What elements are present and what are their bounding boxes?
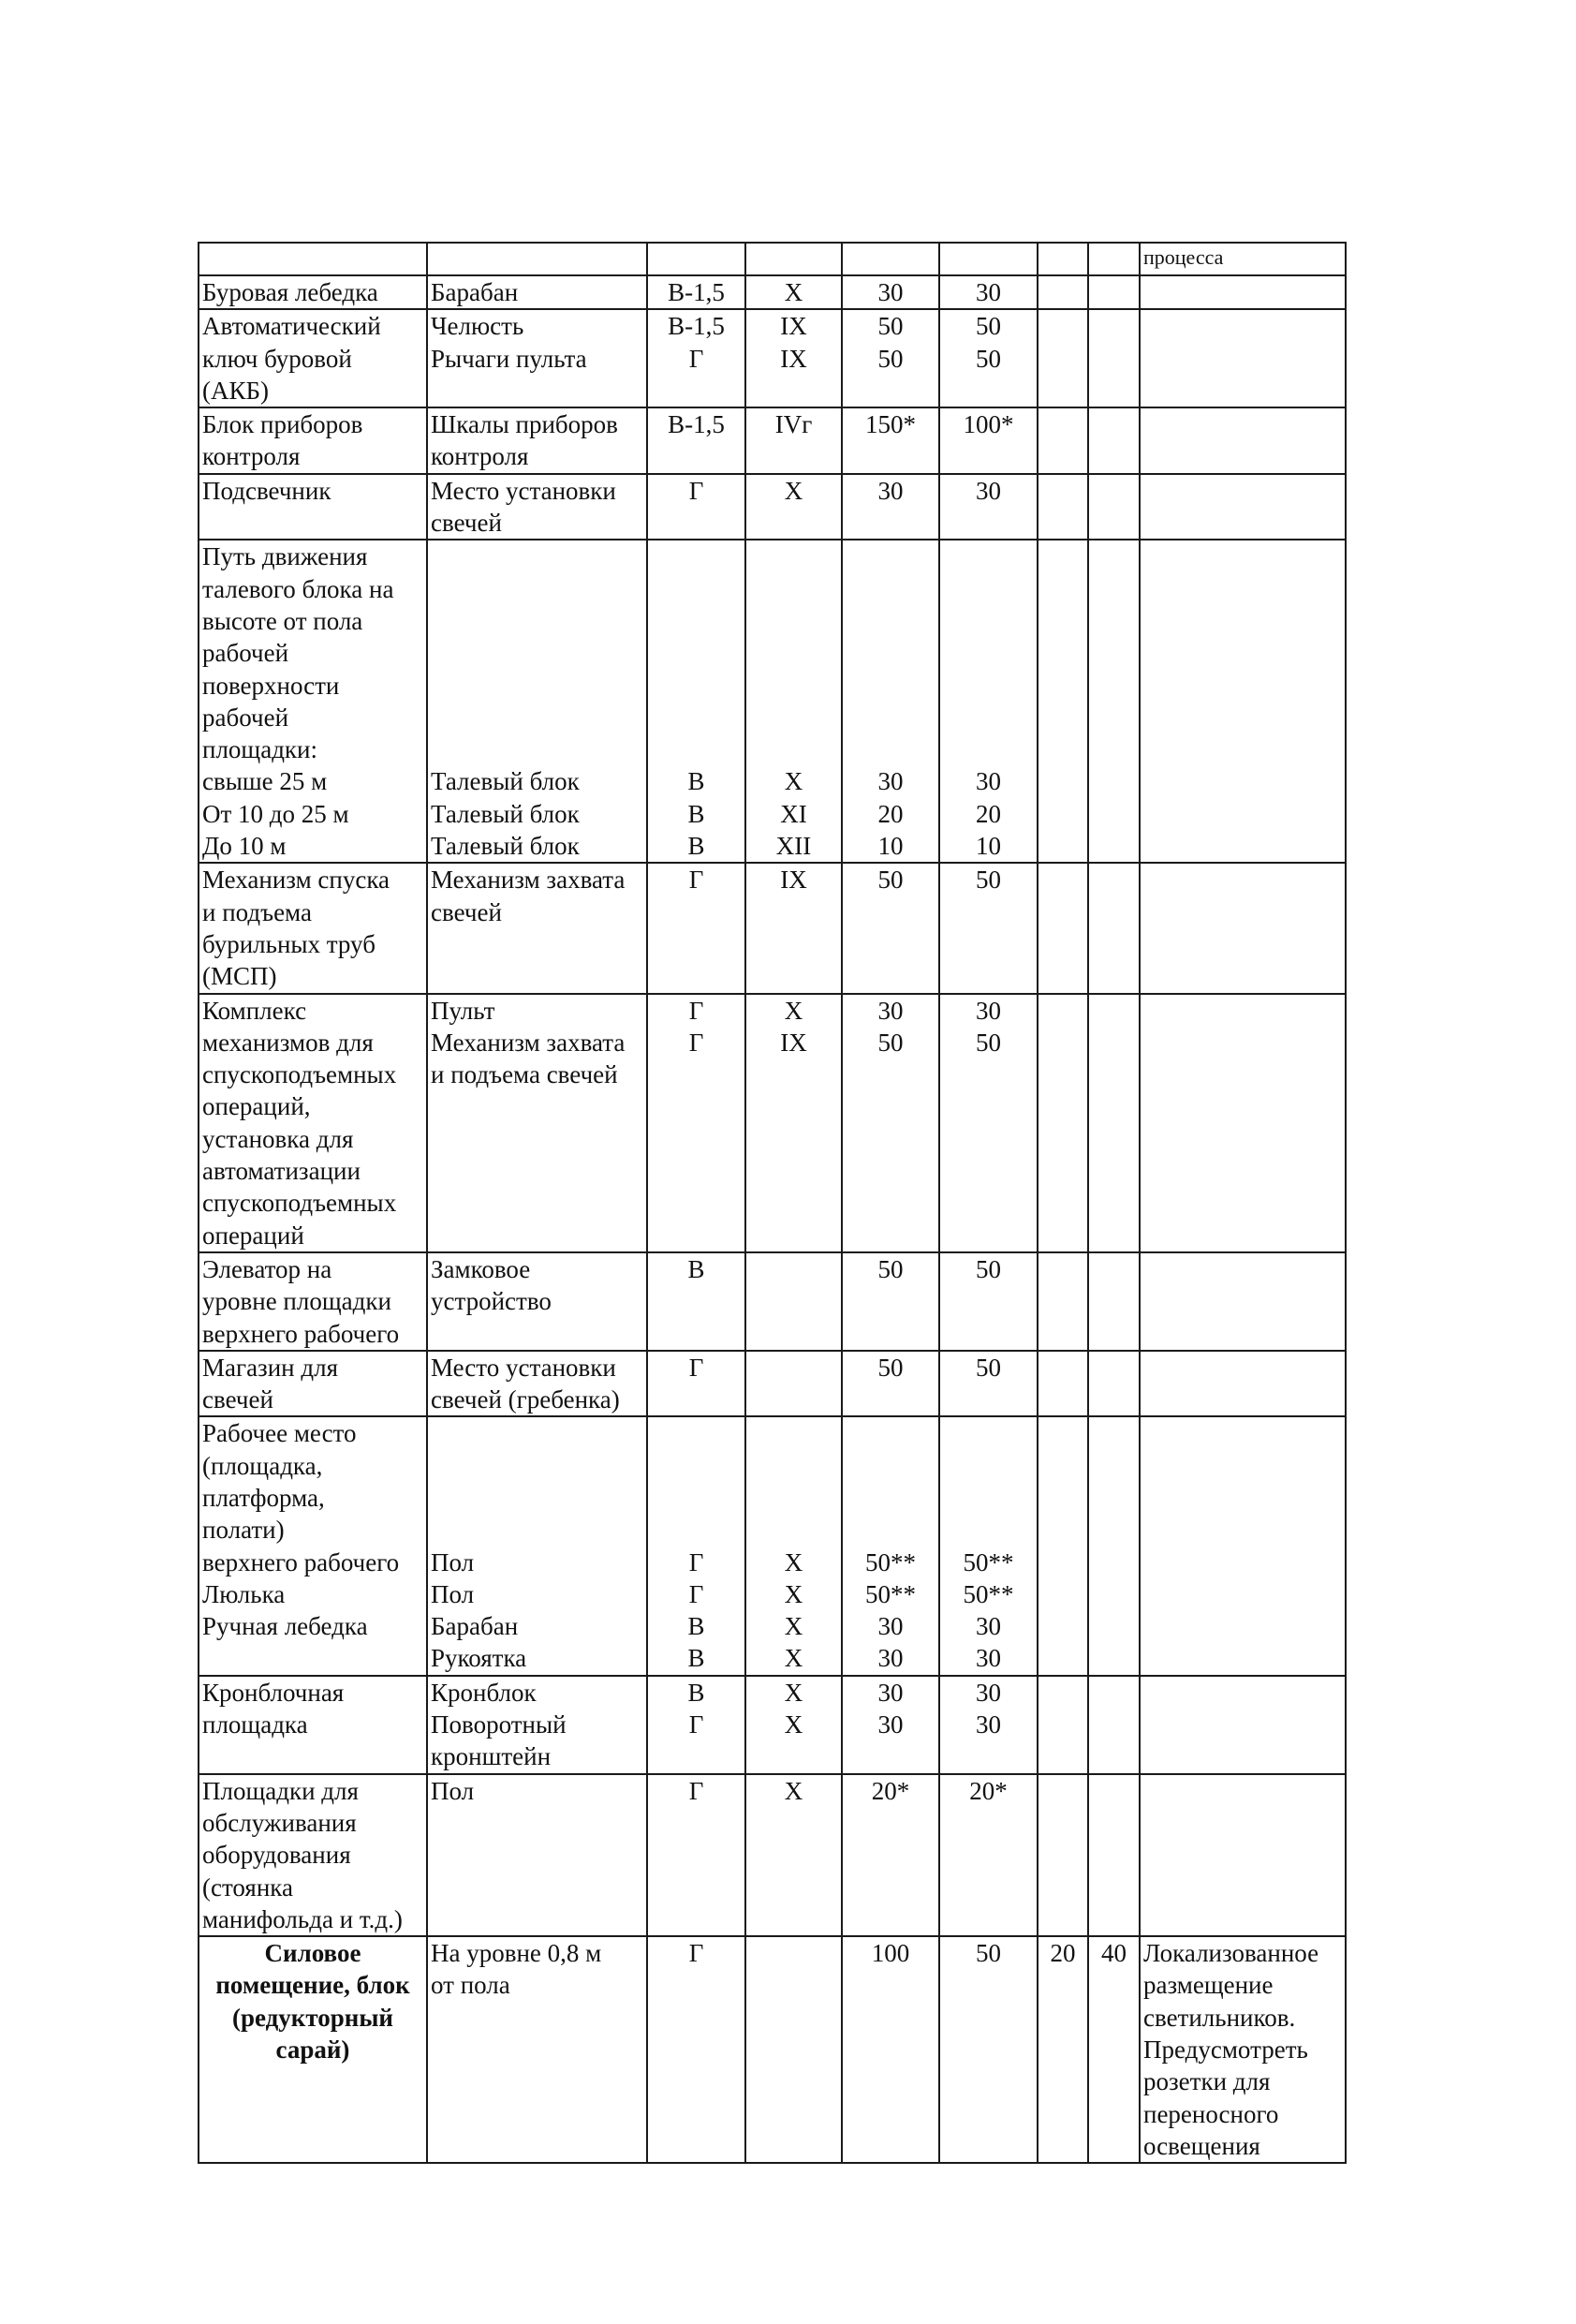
object-cell: Автоматический ключ буровой (АКБ) [199,309,427,407]
surface-cell: Механизм захвата свечей [427,863,647,993]
lux-cell: 50 [939,1252,1038,1351]
table-header-row [199,243,1346,275]
table-row [199,309,1346,407]
note-cell [1140,407,1346,474]
extra-cell [1088,474,1140,540]
lux-cell: 50** 50** 30 30 [939,1416,1038,1675]
surface-cell: На уровне 0,8 м от пола [427,1936,647,2163]
lux-cell: 30 [842,474,939,540]
extra-cell [1088,309,1140,407]
lux-cell: 100* [939,407,1038,474]
category-cell: X [745,275,842,309]
plane-cell: Г [647,1351,745,1417]
surface-cell: Кронблок Поворотный кронштейн [427,1676,647,1774]
object-cell-bold: Силовое помещение, блок (редукторный сарай) [199,1936,427,2163]
lux-cell: 50 50 [939,309,1038,407]
object-cell: Подсвечник [199,474,427,540]
note-cell [1140,275,1346,309]
plane-cell: Г [647,1774,745,1936]
lux-cell: 30 30 [842,1676,939,1774]
lux-cell: 30 50 [842,994,939,1252]
table-row [199,1351,1346,1417]
lux-cell: 150* [842,407,939,474]
lux-cell: 30 [842,275,939,309]
extra-cell [1088,540,1140,863]
category-cell: X X [745,1676,842,1774]
category-cell: X XI XII [745,540,842,863]
surface-cell: Шкалы приборов контроля [427,407,647,474]
extra-cell [1038,1676,1088,1774]
extra-cell [1038,863,1088,993]
header-cell [647,243,745,275]
extra-cell [1088,407,1140,474]
category-cell: X IX [745,994,842,1252]
surface-cell: Пол [427,1774,647,1936]
illumination-norms-table [198,242,1347,2164]
lux-cell: 30 [939,275,1038,309]
plane-cell: Г [647,863,745,993]
surface-cell: Замковое устройство [427,1252,647,1351]
plane-cell: Г Г [647,994,745,1252]
plane-cell: В-1,5 [647,275,745,309]
category-cell [745,1252,842,1351]
note-cell [1140,474,1346,540]
extra-cell [1088,1252,1140,1351]
note-cell [1140,1252,1346,1351]
surface-cell: Место установки свечей [427,474,647,540]
category-cell: X [745,474,842,540]
lux-cell: 50 50 [842,309,939,407]
table-row [199,1676,1346,1774]
extra-cell [1038,540,1088,863]
surface-cell: Пол Пол Барабан Рукоятка [427,1416,647,1675]
plane-cell: Г [647,1936,745,2163]
extra-cell [1038,1252,1088,1351]
table-row [199,1936,1346,2163]
extra-cell [1088,863,1140,993]
lux-cell: 30 30 [939,1676,1038,1774]
category-cell: IX IX [745,309,842,407]
lux-cell: 30 20 10 [939,540,1038,863]
note-cell: Локализованное размещение светильников. Предусмотреть розетки для переносного освещения [1140,1936,1346,2163]
extra-cell [1038,1351,1088,1417]
category-cell [745,1351,842,1417]
lux-cell: 30 20 10 [842,540,939,863]
table-row [199,994,1346,1252]
extra-cell [1088,1351,1140,1417]
surface-cell: Челюсть Рычаги пульта [427,309,647,407]
table-row [199,474,1346,540]
note-cell [1140,309,1346,407]
object-cell: Путь движения талевого блока на высоте от пола рабочей поверхности рабочей площадки: свыше 25 м От 10 до 25 м До 10 м [199,540,427,863]
lux-cell: 50 [939,1351,1038,1417]
lux-cell: 20* [939,1774,1038,1936]
note-cell [1140,540,1346,863]
surface-cell: Барабан [427,275,647,309]
plane-cell: В-1,5 [647,407,745,474]
category-cell: IVг [745,407,842,474]
extra-cell: 40 [1088,1936,1140,2163]
surface-cell: Пульт Механизм захвата и подъема свечей [427,994,647,1252]
lux-cell: 50 [939,1936,1038,2163]
extra-cell: 20 [1038,1936,1088,2163]
table-row [199,863,1346,993]
plane-cell: В Г [647,1676,745,1774]
lux-cell: 50 [842,863,939,993]
lux-cell: 50 [939,863,1038,993]
object-cell: Кронблочная площадка [199,1676,427,1774]
plane-cell: Г Г В В [647,1416,745,1675]
header-cell [1088,243,1140,275]
header-cell [842,243,939,275]
extra-cell [1088,275,1140,309]
note-cell [1140,1416,1346,1675]
object-cell: Элеватор на уровне площадки верхнего рабочего [199,1252,427,1351]
lux-cell: 20* [842,1774,939,1936]
extra-cell [1038,407,1088,474]
category-cell: X [745,1774,842,1936]
extra-cell [1038,474,1088,540]
lux-cell: 50 [842,1252,939,1351]
extra-cell [1038,994,1088,1252]
extra-cell [1088,1416,1140,1675]
surface-cell: Место установки свечей (гребенка) [427,1351,647,1417]
plane-cell: Г [647,474,745,540]
note-cell [1140,1676,1346,1774]
note-cell [1140,994,1346,1252]
table-row [199,540,1346,863]
object-cell: Рабочее место (площадка, платформа, полати) верхнего рабочего Люлька Ручная лебедка [199,1416,427,1675]
object-cell: Блок приборов контроля [199,407,427,474]
header-cell [199,243,427,275]
extra-cell [1038,275,1088,309]
table-row [199,1774,1346,1936]
extra-cell [1038,1416,1088,1675]
object-cell: Площадки для обслуживания оборудования (стоянка манифольда и т.д.) [199,1774,427,1936]
lux-cell: 30 [939,474,1038,540]
object-cell: Магазин для свечей [199,1351,427,1417]
note-cell [1140,1351,1346,1417]
table-row [199,275,1346,309]
note-cell [1140,863,1346,993]
header-cell [427,243,647,275]
lux-cell: 50 [842,1351,939,1417]
lux-cell: 30 50 [939,994,1038,1252]
object-cell: Буровая лебедка [199,275,427,309]
note-cell [1140,1774,1346,1936]
object-cell: Механизм спуска и подъема бурильных труб (МСП) [199,863,427,993]
extra-cell [1088,994,1140,1252]
category-cell [745,1936,842,2163]
header-cell [1038,243,1088,275]
plane-cell: В-1,5 Г [647,309,745,407]
table-row [199,1252,1346,1351]
category-cell: X X X X [745,1416,842,1675]
header-cell [939,243,1038,275]
lux-cell: 100 [842,1936,939,2163]
extra-cell [1088,1676,1140,1774]
extra-cell [1088,1774,1140,1936]
lux-cell: 50** 50** 30 30 [842,1416,939,1675]
object-cell: Комплекс механизмов для спускоподъемных операций, установка для автоматизации спускоподъемных операций [199,994,427,1252]
header-cell-process: процесса [1140,243,1346,275]
category-cell: IX [745,863,842,993]
table-row [199,1416,1346,1675]
surface-cell: Талевый блок Талевый блок Талевый блок [427,540,647,863]
table-row [199,407,1346,474]
plane-cell: В В В [647,540,745,863]
plane-cell: В [647,1252,745,1351]
table-body [199,243,1346,2163]
header-cell [745,243,842,275]
extra-cell [1038,309,1088,407]
extra-cell [1038,1774,1088,1936]
